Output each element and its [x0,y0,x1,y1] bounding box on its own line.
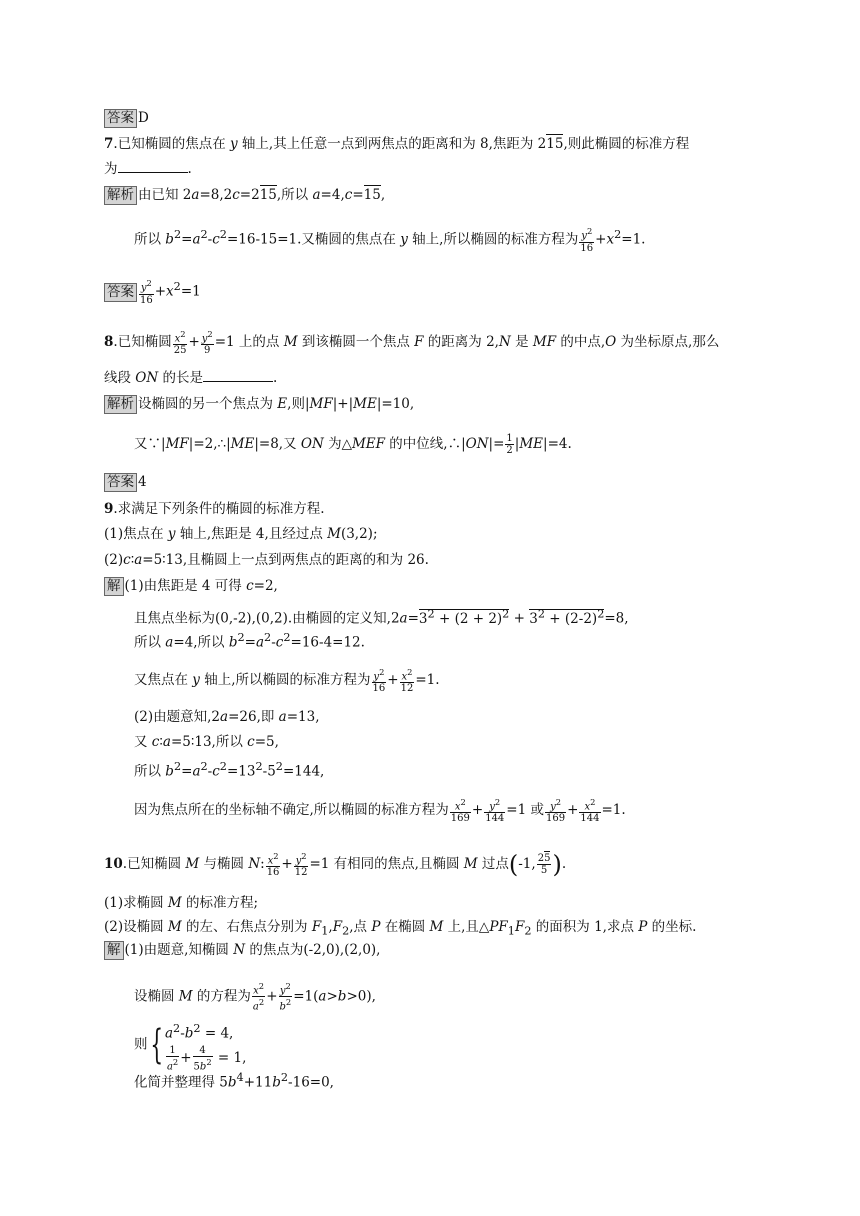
solution-q9-line6: 又 c∶a=5∶13,所以 c=5, [134,734,279,750]
question-number: 10 [104,856,123,873]
solution-tag: 解 [104,941,124,960]
solution-q9-line7: 所以 $b^2=a^2-c^2=13^2-5^2=144$, [134,760,325,780]
question-10-part1: (1)求椭圆 M 的标准方程; [104,895,259,911]
solution-q10: 解 (1)由题意,知椭圆 N 的焦点为(-2,0),(2,0), [104,940,380,960]
answer-row-q6 [104,108,149,128]
question-9-part2: (2)c∶a=5∶13,且椭圆上一点到两焦点的距离的和为 26. [104,552,429,568]
question-number: 9 [104,501,114,517]
solution-q9-line2: 且焦点坐标为(0,-2),(0,2).由椭圆的定义知$,2a=3^2 + (2 + 2)^2 + 3^2 + (2-2)^2=8$, [134,607,629,627]
analysis-q8-line2: 又∵|MF|=2,∴|ME|=8,又 ON 为△MEF 的中位线,∴|ON|= $\frac{1}{2}$ |ME|=4. [134,433,572,456]
analysis-q8: 解析 设椭圆的另一个焦点为 E,则|MF|+|ME|=10, [104,394,414,414]
analysis-tag: 解析 [104,395,137,414]
answer-tag: 答案 [104,283,137,302]
solution-q10-line4: 化简并整理得 $5b^4+11b^2-16=0$, [134,1071,334,1091]
question-10-part2: (2)设椭圆 M 的左、右焦点分别为 $F_1,F_2$,点 P 在椭圆 M 上,且$\triangle PF_1F_2$ 的面积为 1,求点 P 的坐标. [104,919,697,938]
solution-q9: 解 (1)由焦距是 4 可得 c=2, [104,576,278,596]
solution-q10-line3: 则{ $a^2-b^2 = 4$, $\frac{1}{a^2}$ + $\frac{4}{5b^2}$ = 1, [134,1021,247,1072]
answer-tag: 答案 [104,109,137,128]
fill-blank [203,367,273,382]
question-7-cont: 为 . [104,158,192,179]
question-number: 7 [104,136,114,152]
solution-q9-line5: (2)由题意知,2a=26,即 a=13, [134,709,320,725]
solution-q9-line4: 又焦点在 y 轴上,所以椭圆的标准方程为 $\frac{y^2}{16}$ + $\frac{x^2}{12}$ =1. [134,667,440,695]
solution-tag: 解 [104,577,124,596]
question-8: 8.已知椭圆 $\frac{x^2}{25}$ + $\frac{y^2}{9}$ =1 上的点 M 到该椭圆一个焦点 F 的距离为 2,N 是 MF 的中点,O 为坐标原点,那么 [104,329,720,357]
question-9: 9.求满足下列条件的椭圆的标准方程. [104,501,325,517]
solution-q10-line2: 设椭圆 M 的方程为 $\frac{x^2}{a^2}$ + $\frac{y^2}{b^2}$ =1(a>b>0), [134,981,376,1013]
analysis-q7-line2: 所以 $b^2=a^2-c^2=16-15=1$.又椭圆的焦点在 y 轴上,所以椭圆的标准方程为 $\frac{y^2}{16}$ $+x^2=1$. [134,226,646,254]
answer-value: 4 [138,474,147,490]
answer-row-q7: 答案 $\frac{y^2}{16}$ $+x^2=1$ [104,277,201,306]
answer-tag: 答案 [104,473,137,492]
question-8-cont: 线段 ON 的长是 . [104,367,277,388]
question-10: 10.已知椭圆 M 与椭圆 N: $\frac{x^2}{16}$ + $\frac{y^2}{12}$ =1 有相同的焦点,且椭圆 M 过点(-1, $\frac{25}{5}$ ). [104,850,567,879]
analysis-tag: 解析 [104,186,137,205]
question-9-part1: (1)焦点在 y 轴上,焦距是 4,且经过点 M(3,2); [104,526,378,542]
answer-row-q8 [104,472,147,492]
fill-blank [118,158,188,173]
analysis-q7: 解析 由已知 2a=8,2c=215,所以 a=4,c=15, [104,185,385,205]
question-7: 7.已知椭圆的焦点在 y 轴上,其上任意一点到两焦点的距离和为 8,焦距为 215,则此椭圆的标准方程 [104,136,690,152]
question-number: 8 [104,334,114,351]
answer-value: D [138,110,149,126]
solution-q9-line3: 所以 a=4,所以 $b^2=a^2-c^2=16-4=12$. [134,631,365,651]
solution-q9-line8: 因为焦点所在的坐标轴不确定,所以椭圆的标准方程为 $\frac{x^2}{169}$ + $\frac{y^2}{144}$ =1 或 $\frac{y^2}{169}$ + $\frac{x^2}{144}$ =1. [134,797,626,825]
